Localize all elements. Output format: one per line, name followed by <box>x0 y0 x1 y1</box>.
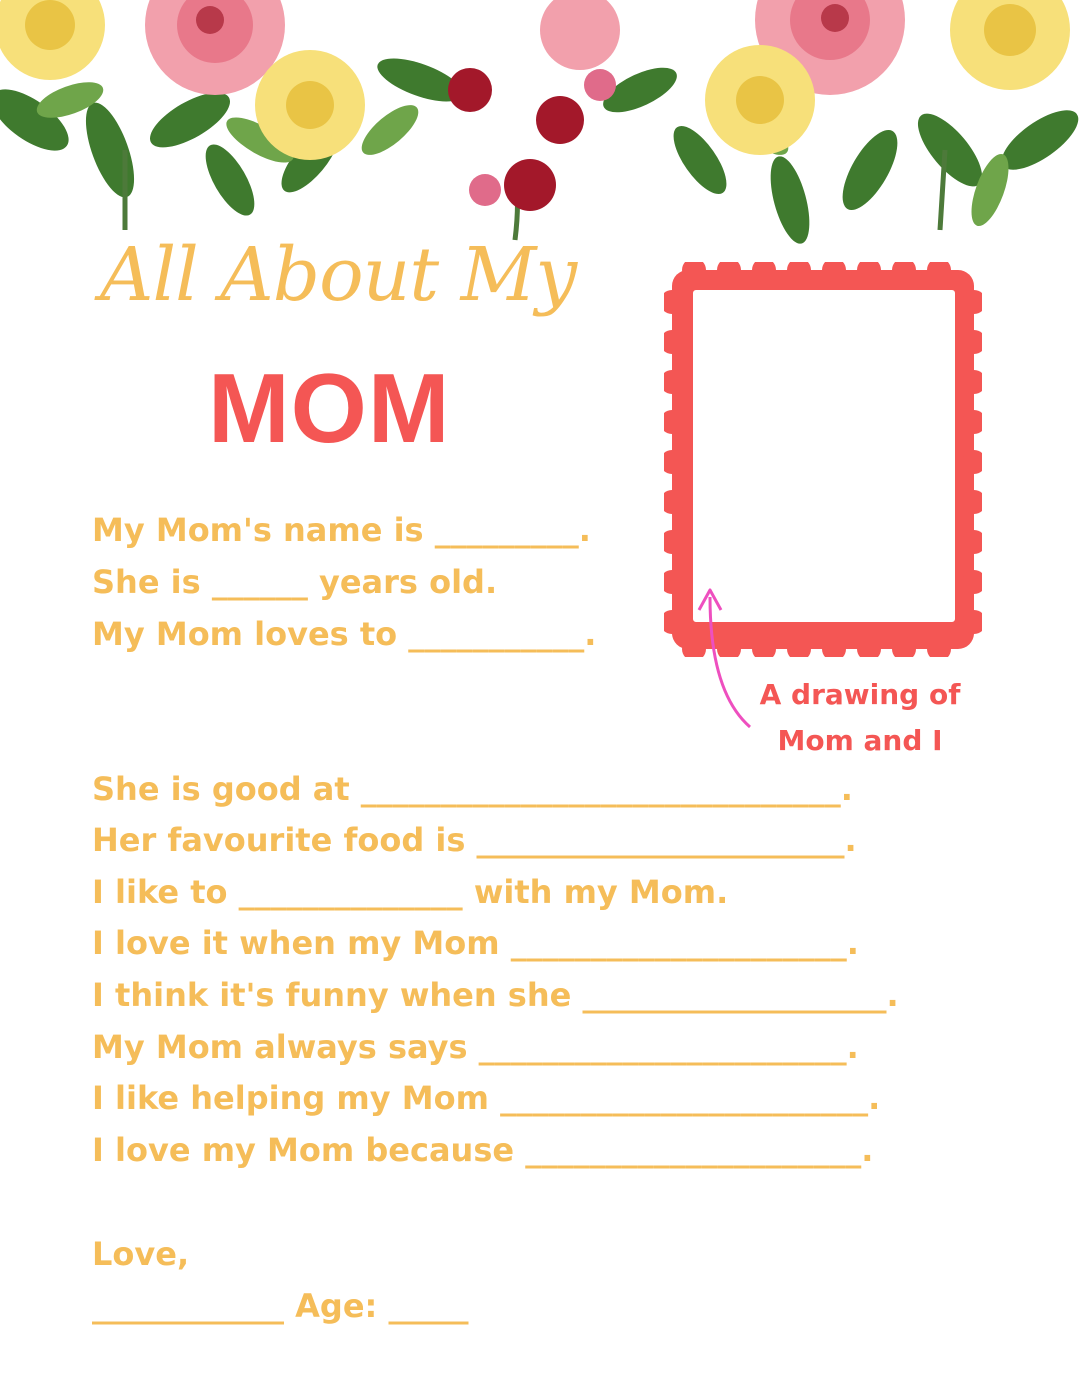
floral-banner <box>0 0 1080 250</box>
title-script: All About My <box>100 232 577 318</box>
prompt-love-it-when: I love it when my Mom _____________________. <box>92 924 859 962</box>
title-main: MOM <box>208 353 451 463</box>
prompt-like-to: I like to ______________ with my Mom. <box>92 873 729 911</box>
prompt-love-because: I love my Mom because _____________________. <box>92 1131 874 1169</box>
prompt-favourite-food: Her favourite food is _______________________. <box>92 821 857 859</box>
prompt-loves-to: My Mom loves to ___________. <box>92 615 597 653</box>
prompt-always-says: My Mom always says _______________________. <box>92 1028 859 1066</box>
drawing-caption-line1: A drawing of <box>759 678 961 711</box>
prompt-good-at: She is good at ______________________________. <box>92 770 853 808</box>
prompt-mom-name: My Mom's name is _________. <box>92 511 591 549</box>
prompt-funny-when: I think it's funny when she ___________________. <box>92 976 899 1014</box>
prompt-age: She is ______ years old. <box>92 563 498 601</box>
prompt-helping: I like helping my Mom _______________________. <box>92 1079 881 1117</box>
closing-love: Love, <box>92 1235 190 1273</box>
closing-signature-age: ____________ Age: _____ <box>92 1287 469 1325</box>
drawing-caption-line2: Mom and I <box>777 724 943 757</box>
